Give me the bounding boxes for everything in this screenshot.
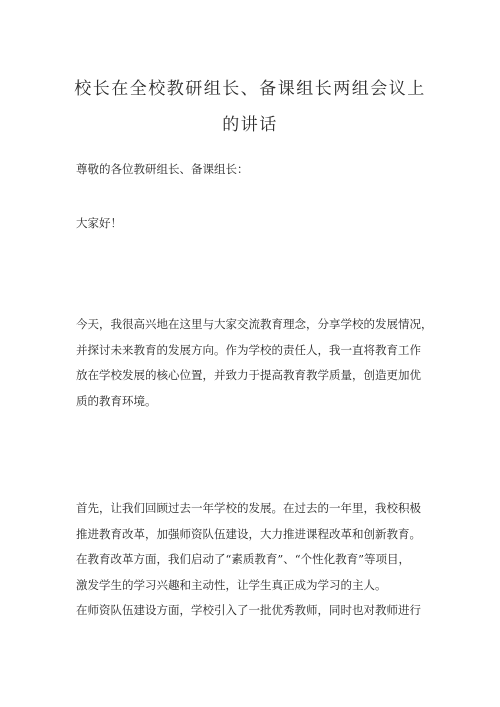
paragraph-2 xyxy=(76,496,434,624)
paragraph-2-line: 首先，让我们回顾过去一年学校的发展。在过去的一年里，我校积极 xyxy=(76,501,421,515)
document-title-line-2: 的讲话 xyxy=(222,115,278,135)
paragraph-2-line: 激发学生的学习兴趣和主动性，让学生真正成为学习的主人。 xyxy=(76,577,387,592)
paragraph-2-line: 在教育改革方面，我们启动了“素质教育”、“个性化教育”等项目， xyxy=(76,552,411,566)
greeting: 大家好！ xyxy=(76,216,122,230)
paragraph-2-line: 推进教育改革，加强师资队伍建设，大力推进课程改革和创新教育。 xyxy=(76,526,421,541)
salutation: 尊敬的各位教研组长、备课组长： xyxy=(76,162,249,176)
document-title-line-1: 校长在全校教研组长、备课组长两组会议上 xyxy=(74,79,426,99)
paragraph-1-line: 质的教育环境。 xyxy=(76,393,157,408)
paragraph-1-line: 今天，我很高兴地在这里与大家交流教育理念，分享学校的发展情况， xyxy=(76,317,433,331)
paragraph-1-line: 并探讨未来教育的发展方向。作为学校的责任人，我一直将教育工作 xyxy=(76,342,421,357)
paragraph-1-line: 放在学校发展的核心位置，并致力于提高教育教学质量，创造更加优 xyxy=(76,368,421,382)
paragraph-1 xyxy=(76,312,434,414)
paragraph-2-line: 在师资队伍建设方面，学校引入了一批优秀教师，同时也对教师进行 xyxy=(76,603,421,617)
